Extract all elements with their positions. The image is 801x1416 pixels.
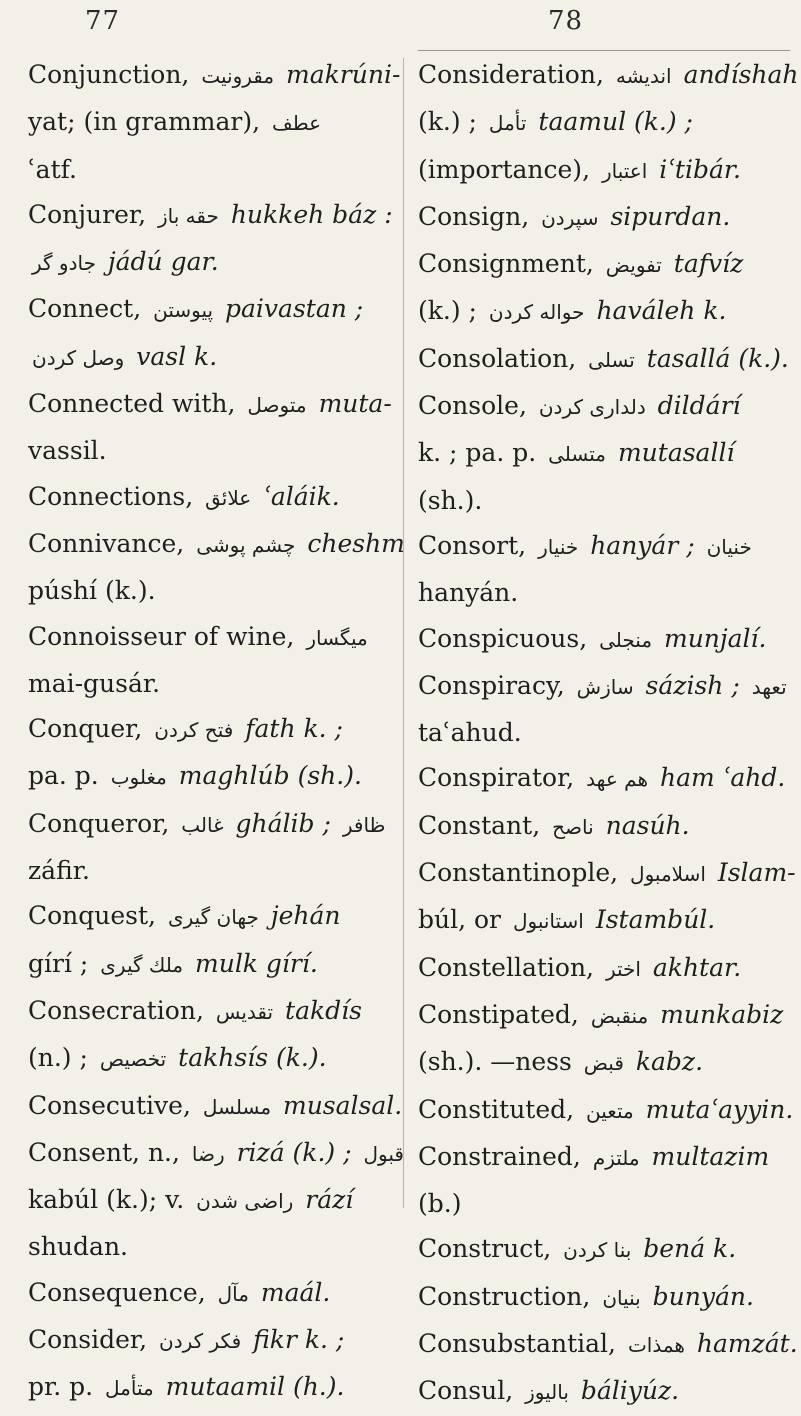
transliteration: taamul (k.) ;: [530, 107, 693, 137]
column-divider: [403, 58, 404, 1208]
english-text: shudan.: [28, 1232, 128, 1262]
persian-word: مآل: [217, 1281, 249, 1306]
transliteration: báliyúz.: [572, 1376, 680, 1406]
persian-word: ملتزم: [592, 1145, 640, 1170]
persian-word: فتح كردن: [154, 718, 234, 743]
english-text: k. ; pa. p.: [418, 438, 545, 468]
english-text: Conqueror,: [28, 808, 178, 838]
english-text: búl, or: [418, 905, 509, 935]
persian-word: اسلامبول: [630, 862, 706, 887]
entry-line: [28, 334, 388, 381]
transliteration: makrúni-: [278, 60, 401, 89]
persian-word: وصل كردن: [32, 345, 125, 370]
english-text: Conquer,: [28, 714, 151, 744]
english-text: Constipated,: [418, 999, 587, 1029]
english-text: Construct,: [418, 1234, 560, 1264]
persian-word: اعتبار: [601, 158, 648, 183]
entry-line: [418, 1226, 778, 1273]
persian-word: مقرونيت: [201, 64, 275, 88]
right-column: [418, 52, 799, 1416]
transliteration: andíshah: [675, 60, 799, 89]
persian-word: تقديس: [215, 999, 274, 1024]
persian-word: بنيان: [602, 1285, 641, 1310]
persian-word: سپردن: [541, 205, 599, 230]
transliteration: tafvíz: [665, 249, 744, 279]
entry-line: [28, 568, 388, 613]
english-text: Conspirator,: [418, 763, 583, 793]
transliteration: mutaamil (h.).: [157, 1372, 345, 1402]
persian-word: چشم پوشی: [196, 532, 296, 557]
transliteration: nasúh.: [597, 810, 690, 840]
persian-word: قبض: [583, 1051, 624, 1076]
page-number-left: 77: [85, 6, 121, 36]
english-text: taʿahud.: [418, 718, 522, 748]
transliteration: jádú gar.: [99, 247, 219, 277]
english-text: ʿatf.: [28, 154, 77, 184]
transliteration: iʿtibár.: [651, 154, 742, 184]
entry-line: [418, 945, 778, 992]
persian-word: متأمل: [105, 1376, 154, 1401]
entry-line: [28, 99, 388, 146]
persian-word: جادو گر: [32, 251, 96, 276]
entry-line: [418, 1274, 778, 1321]
english-text: vassil.: [28, 436, 107, 466]
english-text: kabúl (k.); v.: [28, 1185, 193, 1215]
entry-line: [28, 753, 388, 800]
transliteration: hukkeh báz :: [222, 199, 393, 229]
entry-line: [418, 663, 787, 710]
entry-line: [28, 381, 392, 428]
english-text: Conspicuous,: [418, 623, 596, 653]
entry-line: [418, 710, 778, 755]
english-text: Consequence,: [28, 1277, 214, 1307]
english-text: hanyán.: [418, 578, 519, 608]
entry-line: [28, 147, 388, 192]
english-text: Consolation,: [418, 343, 585, 373]
english-text: Consecutive,: [28, 1090, 199, 1120]
header-rule: [418, 50, 790, 51]
transliteration: haváleh k.: [588, 296, 727, 326]
transliteration: munkabiz: [652, 999, 784, 1029]
entry-line: [28, 988, 388, 1035]
entry-line: [28, 1035, 388, 1082]
english-text: Conquest,: [28, 901, 164, 931]
entry-line: [28, 52, 401, 99]
persian-word: ناصح: [552, 814, 594, 839]
page-number-right: 78: [548, 6, 584, 36]
persian-word: ظافر: [342, 812, 386, 837]
persian-word: غالب: [181, 812, 224, 837]
entry-line: [28, 848, 388, 893]
persian-word: مغلوب: [110, 765, 167, 790]
persian-word: سازش: [576, 674, 634, 699]
entry-line: [28, 521, 405, 568]
english-text: Constant,: [418, 810, 549, 840]
entry-line: [28, 661, 388, 706]
entry-line: [28, 286, 388, 333]
english-text: Constellation,: [418, 952, 602, 982]
english-text: Constituted,: [418, 1094, 583, 1124]
english-text: Consignment,: [418, 249, 602, 279]
entry-line: [418, 850, 796, 897]
transliteration: mutasallí: [610, 438, 735, 468]
persian-word: رضا: [191, 1141, 225, 1166]
english-text: Connoisseur of wine,: [28, 621, 303, 651]
transliteration: tasallá (k.).: [638, 343, 789, 373]
english-text: pr. p.: [28, 1372, 101, 1402]
entry-line: [418, 478, 778, 523]
english-text: Conjurer,: [28, 199, 154, 229]
transliteration: cheshm: [299, 528, 405, 558]
entry-line: [418, 99, 778, 146]
english-text: (sh.).: [418, 485, 483, 515]
transliteration: fath k. ;: [237, 714, 343, 744]
transliteration: ʿaláik.: [255, 481, 340, 511]
persian-word: راضی شدن: [196, 1189, 294, 1214]
entry-line: [28, 239, 388, 286]
transliteration: ham ʿahd.: [652, 763, 786, 793]
entry-line: [418, 570, 778, 615]
transliteration: jehán: [262, 901, 341, 931]
english-text: (b.): [418, 1189, 462, 1219]
transliteration: sázish ;: [637, 670, 748, 700]
persian-word: تعهد: [751, 674, 787, 699]
english-text: Consort,: [418, 530, 535, 560]
english-text: (sh.). —ness: [418, 1047, 580, 1077]
entry-line: [418, 897, 778, 944]
english-text: yat; (in grammar),: [28, 107, 269, 137]
english-text: Consubstantial,: [418, 1329, 624, 1359]
transliteration: kabz.: [627, 1047, 704, 1077]
entry-line: [28, 941, 388, 988]
entry-line: [418, 523, 778, 570]
english-text: Consign,: [418, 201, 538, 231]
entry-line: [418, 430, 778, 477]
english-text: (importance),: [418, 154, 598, 184]
persian-word: اختر: [605, 956, 641, 981]
entry-line: [418, 803, 778, 850]
transliteration: dildárí: [649, 391, 741, 421]
persian-word: خنيار: [538, 534, 579, 559]
transliteration: multazim: [643, 1141, 770, 1171]
persian-word: تخصيص: [99, 1047, 167, 1072]
entry-line: [418, 755, 786, 802]
persian-word: تسلی: [588, 347, 635, 372]
transliteration: paivastan ;: [217, 294, 364, 324]
entry-line: [418, 992, 784, 1039]
transliteration: rází: [297, 1185, 354, 1215]
transliteration: akhtar.: [644, 952, 742, 982]
entry-line: [418, 147, 778, 194]
english-text: Connected with,: [28, 389, 244, 419]
english-text: gírí ;: [28, 948, 97, 978]
entry-line: [418, 336, 789, 383]
persian-word: پيوستن: [153, 298, 214, 323]
entry-line: [418, 1134, 778, 1181]
transliteration: Islam-: [709, 858, 796, 888]
entry-line: [418, 1087, 794, 1134]
persian-word: متعين: [586, 1098, 634, 1123]
english-text: Consul,: [418, 1376, 522, 1406]
persian-word: همذات: [627, 1333, 685, 1358]
entry-line: [28, 614, 388, 661]
transliteration: maál.: [252, 1277, 331, 1307]
entry-line: [28, 706, 388, 753]
entry-line: [28, 1364, 388, 1411]
entry-line: [418, 52, 799, 99]
english-text: Connivance,: [28, 528, 193, 558]
persian-word: استانبول: [512, 909, 584, 934]
persian-word: انديشه: [615, 64, 672, 88]
entry-line: [28, 1177, 388, 1224]
english-text: Console,: [418, 391, 535, 421]
transliteration: sipurdan.: [602, 201, 731, 231]
english-text: Connections,: [28, 481, 202, 511]
persian-word: عطف: [272, 111, 322, 136]
english-text: Constrained,: [418, 1141, 589, 1171]
persian-word: باليوز: [525, 1380, 569, 1405]
left-column: [28, 52, 405, 1412]
english-text: púshí (k.).: [28, 576, 156, 606]
persian-word: منجلی: [599, 627, 653, 652]
entry-line: [28, 1317, 388, 1364]
transliteration: bunyán.: [644, 1281, 754, 1311]
transliteration: ghálib ;: [227, 808, 339, 838]
transliteration: bená k.: [635, 1234, 737, 1264]
persian-word: ملك گيری: [100, 952, 184, 977]
persian-word: بنا كردن: [563, 1238, 632, 1263]
persian-word: خنيان: [706, 534, 752, 559]
entry-line: [28, 1224, 388, 1269]
english-text: Construction,: [418, 1281, 599, 1311]
transliteration: rizá (k.) ;: [228, 1137, 360, 1167]
persian-word: حواله كردن: [488, 300, 585, 325]
persian-word: جهان گيری: [167, 905, 259, 930]
persian-word: علائق: [205, 485, 252, 510]
transliteration: hamzát.: [688, 1329, 798, 1359]
persian-word: فكر كردن: [159, 1329, 242, 1354]
entry-line: [28, 1130, 404, 1177]
transliteration: fikr k. ;: [245, 1325, 345, 1355]
english-text: pa. p.: [28, 761, 107, 791]
entry-line: [418, 1321, 798, 1368]
persian-word: دلداری كردن: [538, 395, 646, 420]
entry-line: [418, 383, 778, 430]
entry-line: [418, 616, 778, 663]
english-text: (k.) ;: [418, 107, 485, 137]
persian-word: قبول: [363, 1141, 404, 1166]
persian-word: مسلسل: [202, 1094, 272, 1119]
transliteration: takdís: [277, 995, 362, 1025]
entry-line: [418, 288, 778, 335]
persian-word: متوصل: [247, 393, 307, 418]
entry-line: [28, 474, 388, 521]
persian-word: حقه باز: [157, 203, 219, 228]
entry-line: [418, 1181, 778, 1226]
entry-line: [418, 194, 778, 241]
english-text: Constantinople,: [418, 858, 627, 888]
persian-word: متسلی: [548, 442, 607, 467]
transliteration: takhsís (k.).: [170, 1043, 327, 1073]
entry-line: [28, 893, 388, 940]
persian-word: هم عهد: [586, 767, 649, 792]
english-text: Consider,: [28, 1325, 156, 1355]
english-text: (n.) ;: [28, 1043, 96, 1073]
transliteration: musalsal.: [275, 1090, 403, 1120]
entry-line: [28, 192, 393, 239]
persian-word: منقبض: [590, 1003, 649, 1028]
transliteration: muta-: [310, 389, 392, 419]
entry-line: [418, 241, 778, 288]
english-text: Consent, n.,: [28, 1137, 188, 1167]
english-text: (k.) ;: [418, 296, 485, 326]
persian-word: ميگسار: [306, 625, 368, 650]
transliteration: vasl k.: [128, 341, 218, 371]
transliteration: munjalí.: [656, 623, 767, 653]
entry-line: [418, 1368, 778, 1415]
english-text: Conjunction,: [28, 60, 198, 89]
english-text: Consideration,: [418, 60, 612, 89]
entry-line: [28, 801, 388, 848]
transliteration: Istambúl.: [587, 905, 716, 935]
entry-line: [418, 1039, 778, 1086]
transliteration: mutaʿayyin.: [637, 1094, 794, 1124]
english-text: záfir.: [28, 856, 90, 886]
persian-word: تفويض: [605, 253, 662, 278]
transliteration: hanyár ;: [582, 530, 703, 560]
english-text: Conspiracy,: [418, 670, 573, 700]
persian-word: تأمل: [488, 111, 527, 136]
entry-line: [28, 428, 388, 473]
english-text: Connect,: [28, 294, 150, 324]
transliteration: mulk gírí.: [187, 948, 318, 978]
entry-line: [28, 1083, 403, 1130]
english-text: mai-gusár.: [28, 668, 161, 698]
transliteration: maghlúb (sh.).: [170, 761, 362, 791]
english-text: Consecration,: [28, 995, 212, 1025]
entry-line: [28, 1270, 388, 1317]
